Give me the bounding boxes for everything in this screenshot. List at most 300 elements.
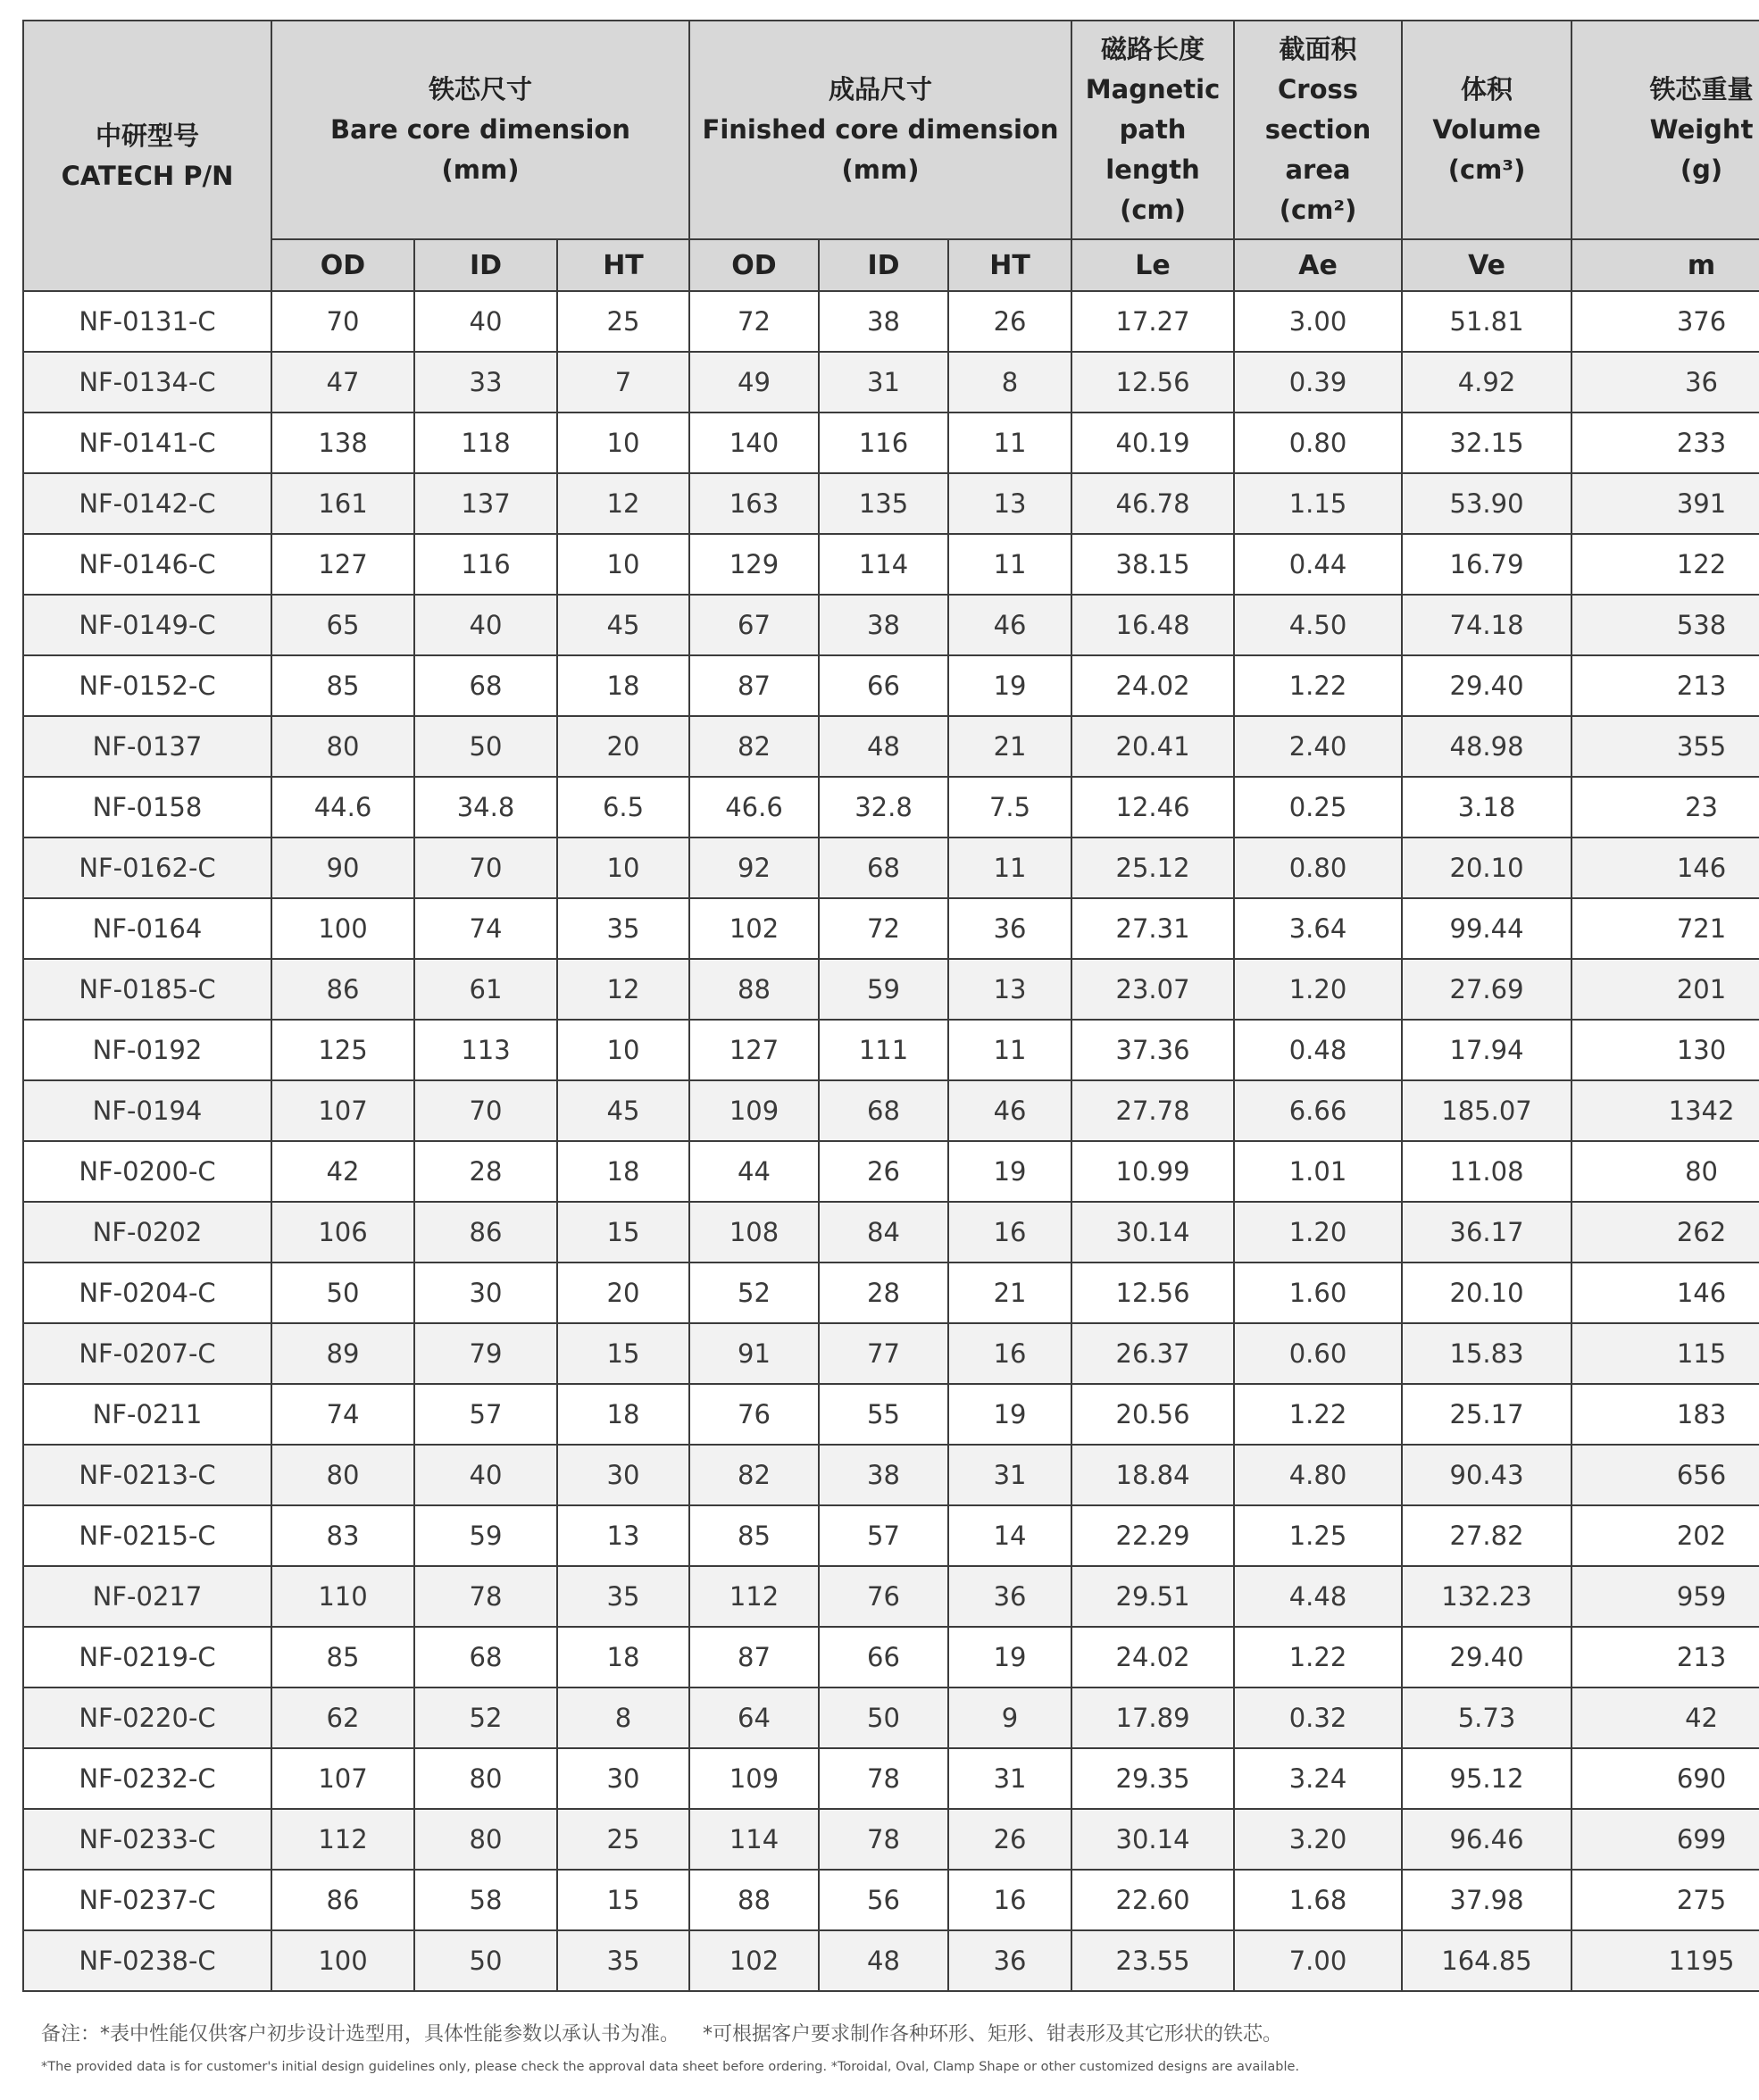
cell-part-number: NF-0232-C: [23, 1748, 271, 1809]
cell-le: 20.56: [1071, 1384, 1234, 1445]
cell-finished-ht: 36: [948, 898, 1071, 959]
table-row: [23, 1445, 1759, 1505]
cell-m: 538: [1571, 595, 1759, 655]
cell-finished-id: 26: [819, 1141, 948, 1202]
cell-bare-ht: 10: [557, 838, 689, 898]
cell-finished-od: 102: [689, 1930, 819, 1991]
cell-bare-ht: 20: [557, 716, 689, 777]
cell-bare-ht: 10: [557, 534, 689, 595]
cell-m: 183: [1571, 1384, 1759, 1445]
cell-m: 699: [1571, 1809, 1759, 1870]
cell-bare-id: 34.8: [414, 777, 557, 838]
cell-ae: 3.24: [1234, 1748, 1402, 1809]
cell-bare-ht: 35: [557, 898, 689, 959]
cell-finished-od: 49: [689, 352, 819, 412]
cell-ve: 17.94: [1402, 1020, 1571, 1080]
cell-le: 12.46: [1071, 777, 1234, 838]
cell-ae: 0.25: [1234, 777, 1402, 838]
cell-finished-ht: 11: [948, 412, 1071, 473]
cell-bare-od: 86: [271, 959, 414, 1020]
table-row: [23, 1627, 1759, 1688]
cell-ae: 1.25: [1234, 1505, 1402, 1566]
cell-bare-id: 40: [414, 1445, 557, 1505]
header-weight: 铁芯重量 Weight (g): [1571, 21, 1759, 239]
header-part-number: 中研型号 CATECH P/N: [23, 21, 271, 291]
cell-ve: 20.10: [1402, 1262, 1571, 1323]
cell-bare-ht: 35: [557, 1930, 689, 1991]
cell-finished-ht: 13: [948, 473, 1071, 534]
cell-ve: 90.43: [1402, 1445, 1571, 1505]
cell-bare-ht: 15: [557, 1202, 689, 1262]
cell-bare-od: 127: [271, 534, 414, 595]
cell-ve: 29.40: [1402, 1627, 1571, 1688]
cell-part-number: NF-0211: [23, 1384, 271, 1445]
cell-finished-ht: 26: [948, 1809, 1071, 1870]
cell-bare-od: 89: [271, 1323, 414, 1384]
cell-ae: 2.40: [1234, 716, 1402, 777]
table-row: [23, 1748, 1759, 1809]
subheader-ht-5: HT: [948, 239, 1071, 291]
cell-m: 201: [1571, 959, 1759, 1020]
cell-bare-od: 90: [271, 838, 414, 898]
cell-part-number: NF-0233-C: [23, 1809, 271, 1870]
cell-bare-od: 80: [271, 1445, 414, 1505]
cell-bare-id: 58: [414, 1870, 557, 1930]
cell-ae: 4.48: [1234, 1566, 1402, 1627]
cell-le: 27.78: [1071, 1080, 1234, 1141]
cell-le: 29.35: [1071, 1748, 1234, 1809]
cell-le: 22.60: [1071, 1870, 1234, 1930]
cell-m: 23: [1571, 777, 1759, 838]
table-row: [23, 1870, 1759, 1930]
cell-le: 30.14: [1071, 1202, 1234, 1262]
cell-bare-od: 86: [271, 1870, 414, 1930]
cell-le: 24.02: [1071, 1627, 1234, 1688]
cell-finished-ht: 26: [948, 291, 1071, 352]
cell-finished-od: 92: [689, 838, 819, 898]
cell-bare-od: 107: [271, 1748, 414, 1809]
cell-finished-id: 31: [819, 352, 948, 412]
subheader-ae-7: Ae: [1234, 239, 1402, 291]
header-row-units: [23, 239, 1759, 291]
footnote-english: *The provided data is for customer's initial design guidelines only, please check the approval data sheet before ordering. *Toroidal, Oval, Clamp Shape or other customized designs are available.: [41, 2060, 1300, 2074]
cell-finished-od: 67: [689, 595, 819, 655]
cell-finished-ht: 11: [948, 838, 1071, 898]
cell-ae: 1.60: [1234, 1262, 1402, 1323]
cell-bare-ht: 15: [557, 1323, 689, 1384]
cell-le: 26.37: [1071, 1323, 1234, 1384]
cell-bare-id: 137: [414, 473, 557, 534]
cell-finished-id: 28: [819, 1262, 948, 1323]
cell-le: 38.15: [1071, 534, 1234, 595]
cell-part-number: NF-0237-C: [23, 1870, 271, 1930]
cell-finished-od: 102: [689, 898, 819, 959]
cell-m: 721: [1571, 898, 1759, 959]
footnote-cn-design-guideline: 备注：*表中性能仅供客户初步设计选型用，具体性能参数以承认书为准。: [41, 2023, 680, 2046]
cell-ae: 3.20: [1234, 1809, 1402, 1870]
cell-bare-ht: 18: [557, 1141, 689, 1202]
cell-finished-id: 57: [819, 1505, 948, 1566]
cell-ae: 0.60: [1234, 1323, 1402, 1384]
table-row: [23, 412, 1759, 473]
cell-finished-od: 87: [689, 655, 819, 716]
table-row: [23, 1566, 1759, 1627]
cell-bare-id: 33: [414, 352, 557, 412]
cell-bare-od: 112: [271, 1809, 414, 1870]
cell-bare-id: 61: [414, 959, 557, 1020]
table-row: [23, 473, 1759, 534]
cell-bare-id: 80: [414, 1809, 557, 1870]
cell-m: 122: [1571, 534, 1759, 595]
cell-part-number: NF-0215-C: [23, 1505, 271, 1566]
cell-ae: 1.68: [1234, 1870, 1402, 1930]
cell-bare-od: 83: [271, 1505, 414, 1566]
cell-m: 146: [1571, 1262, 1759, 1323]
cell-finished-id: 50: [819, 1688, 948, 1748]
cell-bare-id: 59: [414, 1505, 557, 1566]
cell-le: 17.89: [1071, 1688, 1234, 1748]
cell-bare-ht: 15: [557, 1870, 689, 1930]
cell-bare-id: 113: [414, 1020, 557, 1080]
cell-finished-id: 59: [819, 959, 948, 1020]
cell-finished-ht: 16: [948, 1202, 1071, 1262]
header-bare-core-dimension: 铁芯尺寸 Bare core dimension (mm): [271, 21, 689, 239]
cell-finished-od: 140: [689, 412, 819, 473]
header-row-main: [23, 21, 1759, 239]
table-row: [23, 352, 1759, 412]
cell-finished-od: 91: [689, 1323, 819, 1384]
cell-le: 12.56: [1071, 352, 1234, 412]
cell-finished-ht: 21: [948, 1262, 1071, 1323]
cell-bare-id: 116: [414, 534, 557, 595]
table-row: [23, 1930, 1759, 1991]
cell-m: 115: [1571, 1323, 1759, 1384]
cell-bare-id: 57: [414, 1384, 557, 1445]
cell-finished-od: 108: [689, 1202, 819, 1262]
cell-bare-ht: 8: [557, 1688, 689, 1748]
cell-ae: 1.20: [1234, 1202, 1402, 1262]
cell-le: 29.51: [1071, 1566, 1234, 1627]
cell-finished-ht: 31: [948, 1445, 1071, 1505]
cell-m: 959: [1571, 1566, 1759, 1627]
cell-finished-ht: 8: [948, 352, 1071, 412]
cell-ve: 29.40: [1402, 655, 1571, 716]
cell-ve: 51.81: [1402, 291, 1571, 352]
cell-finished-id: 76: [819, 1566, 948, 1627]
cell-bare-ht: 35: [557, 1566, 689, 1627]
cell-bare-ht: 25: [557, 291, 689, 352]
cell-m: 36: [1571, 352, 1759, 412]
cell-finished-id: 38: [819, 291, 948, 352]
core-spec-table: [22, 20, 1759, 1992]
cell-finished-id: 48: [819, 1930, 948, 1991]
cell-bare-ht: 10: [557, 412, 689, 473]
cell-le: 12.56: [1071, 1262, 1234, 1323]
table-body: [23, 291, 1759, 1991]
cell-le: 18.84: [1071, 1445, 1234, 1505]
cell-ae: 0.48: [1234, 1020, 1402, 1080]
cell-part-number: NF-0194: [23, 1080, 271, 1141]
cell-finished-od: 46.6: [689, 777, 819, 838]
cell-part-number: NF-0220-C: [23, 1688, 271, 1748]
cell-m: 1342: [1571, 1080, 1759, 1141]
cell-ae: 4.50: [1234, 595, 1402, 655]
cell-part-number: NF-0158: [23, 777, 271, 838]
cell-le: 16.48: [1071, 595, 1234, 655]
footnote-cn-custom-shapes: *可根据客户要求制作各种环形、矩形、钳表形及其它形状的铁芯。: [703, 2023, 1283, 2046]
cell-ve: 95.12: [1402, 1748, 1571, 1809]
cell-bare-id: 86: [414, 1202, 557, 1262]
cell-finished-ht: 21: [948, 716, 1071, 777]
cell-bare-od: 47: [271, 352, 414, 412]
cell-finished-od: 88: [689, 1870, 819, 1930]
cell-bare-id: 28: [414, 1141, 557, 1202]
table-row: [23, 595, 1759, 655]
cell-finished-od: 44: [689, 1141, 819, 1202]
cell-bare-id: 80: [414, 1748, 557, 1809]
cell-le: 24.02: [1071, 655, 1234, 716]
cell-finished-od: 163: [689, 473, 819, 534]
cell-m: 376: [1571, 291, 1759, 352]
cell-finished-od: 76: [689, 1384, 819, 1445]
table-row: [23, 838, 1759, 898]
cell-ve: 37.98: [1402, 1870, 1571, 1930]
cell-finished-ht: 11: [948, 1020, 1071, 1080]
table-row: [23, 1384, 1759, 1445]
cell-bare-id: 50: [414, 716, 557, 777]
cell-bare-od: 62: [271, 1688, 414, 1748]
cell-bare-ht: 25: [557, 1809, 689, 1870]
cell-finished-id: 68: [819, 1080, 948, 1141]
cell-ae: 1.22: [1234, 1384, 1402, 1445]
cell-m: 690: [1571, 1748, 1759, 1809]
cell-finished-id: 116: [819, 412, 948, 473]
cell-finished-id: 135: [819, 473, 948, 534]
cell-bare-ht: 7: [557, 352, 689, 412]
cell-part-number: NF-0217: [23, 1566, 271, 1627]
cell-bare-id: 118: [414, 412, 557, 473]
subheader-ve-8: Ve: [1402, 239, 1571, 291]
table-row: [23, 1323, 1759, 1384]
cell-bare-id: 40: [414, 291, 557, 352]
cell-m: 213: [1571, 655, 1759, 716]
cell-finished-od: 109: [689, 1080, 819, 1141]
cell-part-number: NF-0137: [23, 716, 271, 777]
cell-finished-id: 38: [819, 595, 948, 655]
table-row: [23, 1080, 1759, 1141]
table-row: [23, 959, 1759, 1020]
table-row: [23, 534, 1759, 595]
cell-ae: 0.44: [1234, 534, 1402, 595]
cell-part-number: NF-0185-C: [23, 959, 271, 1020]
cell-m: 42: [1571, 1688, 1759, 1748]
table-row: [23, 716, 1759, 777]
cell-le: 17.27: [1071, 291, 1234, 352]
cell-finished-id: 78: [819, 1809, 948, 1870]
cell-ve: 25.17: [1402, 1384, 1571, 1445]
cell-finished-ht: 9: [948, 1688, 1071, 1748]
cell-le: 20.41: [1071, 716, 1234, 777]
cell-finished-od: 87: [689, 1627, 819, 1688]
cell-bare-od: 70: [271, 291, 414, 352]
cell-bare-od: 107: [271, 1080, 414, 1141]
cell-bare-od: 65: [271, 595, 414, 655]
cell-finished-id: 111: [819, 1020, 948, 1080]
cell-bare-od: 44.6: [271, 777, 414, 838]
cell-bare-id: 68: [414, 655, 557, 716]
cell-bare-ht: 45: [557, 595, 689, 655]
cell-finished-od: 109: [689, 1748, 819, 1809]
cell-bare-od: 80: [271, 716, 414, 777]
cell-ve: 96.46: [1402, 1809, 1571, 1870]
cell-finished-od: 82: [689, 716, 819, 777]
cell-le: 25.12: [1071, 838, 1234, 898]
cell-bare-ht: 10: [557, 1020, 689, 1080]
cell-ve: 32.15: [1402, 412, 1571, 473]
table-row: [23, 1688, 1759, 1748]
cell-bare-ht: 30: [557, 1748, 689, 1809]
cell-finished-ht: 19: [948, 1384, 1071, 1445]
cell-bare-od: 85: [271, 655, 414, 716]
cell-part-number: NF-0149-C: [23, 595, 271, 655]
cell-finished-ht: 13: [948, 959, 1071, 1020]
cell-part-number: NF-0219-C: [23, 1627, 271, 1688]
cell-ae: 1.22: [1234, 1627, 1402, 1688]
cell-part-number: NF-0204-C: [23, 1262, 271, 1323]
table-row: [23, 1262, 1759, 1323]
cell-finished-od: 82: [689, 1445, 819, 1505]
cell-ve: 48.98: [1402, 716, 1571, 777]
cell-ve: 3.18: [1402, 777, 1571, 838]
cell-bare-od: 106: [271, 1202, 414, 1262]
cell-ae: 1.01: [1234, 1141, 1402, 1202]
cell-ve: 164.85: [1402, 1930, 1571, 1991]
cell-ae: 0.32: [1234, 1688, 1402, 1748]
subheader-id-1: ID: [414, 239, 557, 291]
cell-bare-ht: 12: [557, 959, 689, 1020]
cell-bare-od: 110: [271, 1566, 414, 1627]
cell-bare-od: 100: [271, 898, 414, 959]
cell-finished-id: 77: [819, 1323, 948, 1384]
cell-m: 80: [1571, 1141, 1759, 1202]
cell-ae: 1.22: [1234, 655, 1402, 716]
cell-finished-ht: 16: [948, 1870, 1071, 1930]
cell-finished-od: 88: [689, 959, 819, 1020]
cell-m: 1195: [1571, 1930, 1759, 1991]
cell-ve: 11.08: [1402, 1141, 1571, 1202]
cell-bare-id: 30: [414, 1262, 557, 1323]
cell-part-number: NF-0213-C: [23, 1445, 271, 1505]
cell-bare-ht: 18: [557, 1627, 689, 1688]
cell-ae: 3.00: [1234, 291, 1402, 352]
cell-le: 23.07: [1071, 959, 1234, 1020]
cell-part-number: NF-0141-C: [23, 412, 271, 473]
cell-part-number: NF-0142-C: [23, 473, 271, 534]
cell-part-number: NF-0131-C: [23, 291, 271, 352]
cell-m: 130: [1571, 1020, 1759, 1080]
cell-finished-id: 38: [819, 1445, 948, 1505]
cell-finished-od: 129: [689, 534, 819, 595]
cell-finished-od: 72: [689, 291, 819, 352]
cell-bare-id: 68: [414, 1627, 557, 1688]
cell-bare-od: 125: [271, 1020, 414, 1080]
cell-finished-ht: 31: [948, 1748, 1071, 1809]
cell-ae: 1.15: [1234, 473, 1402, 534]
table-row: [23, 1809, 1759, 1870]
cell-m: 391: [1571, 473, 1759, 534]
cell-part-number: NF-0162-C: [23, 838, 271, 898]
cell-bare-ht: 6.5: [557, 777, 689, 838]
cell-finished-id: 48: [819, 716, 948, 777]
cell-finished-id: 78: [819, 1748, 948, 1809]
subheader-od-0: OD: [271, 239, 414, 291]
cell-finished-ht: 19: [948, 1627, 1071, 1688]
cell-ve: 53.90: [1402, 473, 1571, 534]
cell-m: 202: [1571, 1505, 1759, 1566]
table-row: [23, 1141, 1759, 1202]
cell-finished-ht: 19: [948, 655, 1071, 716]
cell-part-number: NF-0202: [23, 1202, 271, 1262]
cell-finished-od: 52: [689, 1262, 819, 1323]
cell-finished-id: 32.8: [819, 777, 948, 838]
core-spec-table-container: [22, 20, 1754, 1992]
cell-ve: 5.73: [1402, 1688, 1571, 1748]
cell-ve: 27.69: [1402, 959, 1571, 1020]
cell-bare-od: 161: [271, 473, 414, 534]
cell-bare-id: 79: [414, 1323, 557, 1384]
cell-finished-id: 66: [819, 1627, 948, 1688]
cell-le: 46.78: [1071, 473, 1234, 534]
cell-bare-ht: 13: [557, 1505, 689, 1566]
cell-bare-ht: 18: [557, 655, 689, 716]
cell-le: 10.99: [1071, 1141, 1234, 1202]
cell-part-number: NF-0192: [23, 1020, 271, 1080]
cell-ve: 99.44: [1402, 898, 1571, 959]
cell-finished-id: 114: [819, 534, 948, 595]
cell-finished-od: 114: [689, 1809, 819, 1870]
cell-bare-od: 42: [271, 1141, 414, 1202]
table-header: [23, 21, 1759, 291]
cell-finished-ht: 19: [948, 1141, 1071, 1202]
cell-finished-ht: 16: [948, 1323, 1071, 1384]
cell-le: 22.29: [1071, 1505, 1234, 1566]
subheader-ht-2: HT: [557, 239, 689, 291]
cell-bare-od: 100: [271, 1930, 414, 1991]
cell-ve: 132.23: [1402, 1566, 1571, 1627]
cell-finished-ht: 46: [948, 1080, 1071, 1141]
cell-finished-id: 68: [819, 838, 948, 898]
cell-finished-id: 55: [819, 1384, 948, 1445]
cell-finished-od: 85: [689, 1505, 819, 1566]
cell-ve: 36.17: [1402, 1202, 1571, 1262]
cell-ae: 1.20: [1234, 959, 1402, 1020]
cell-ve: 74.18: [1402, 595, 1571, 655]
cell-m: 233: [1571, 412, 1759, 473]
cell-bare-id: 50: [414, 1930, 557, 1991]
cell-ae: 3.64: [1234, 898, 1402, 959]
cell-bare-ht: 30: [557, 1445, 689, 1505]
cell-ae: 0.39: [1234, 352, 1402, 412]
cell-part-number: NF-0146-C: [23, 534, 271, 595]
cell-ve: 4.92: [1402, 352, 1571, 412]
header-magnetic-path-length: 磁路长度 Magnetic path length (cm): [1071, 21, 1234, 239]
table-row: [23, 898, 1759, 959]
cell-bare-id: 70: [414, 1080, 557, 1141]
cell-bare-ht: 18: [557, 1384, 689, 1445]
header-finished-core-dimension: 成品尺寸 Finished core dimension (mm): [689, 21, 1071, 239]
cell-finished-ht: 7.5: [948, 777, 1071, 838]
subheader-id-4: ID: [819, 239, 948, 291]
